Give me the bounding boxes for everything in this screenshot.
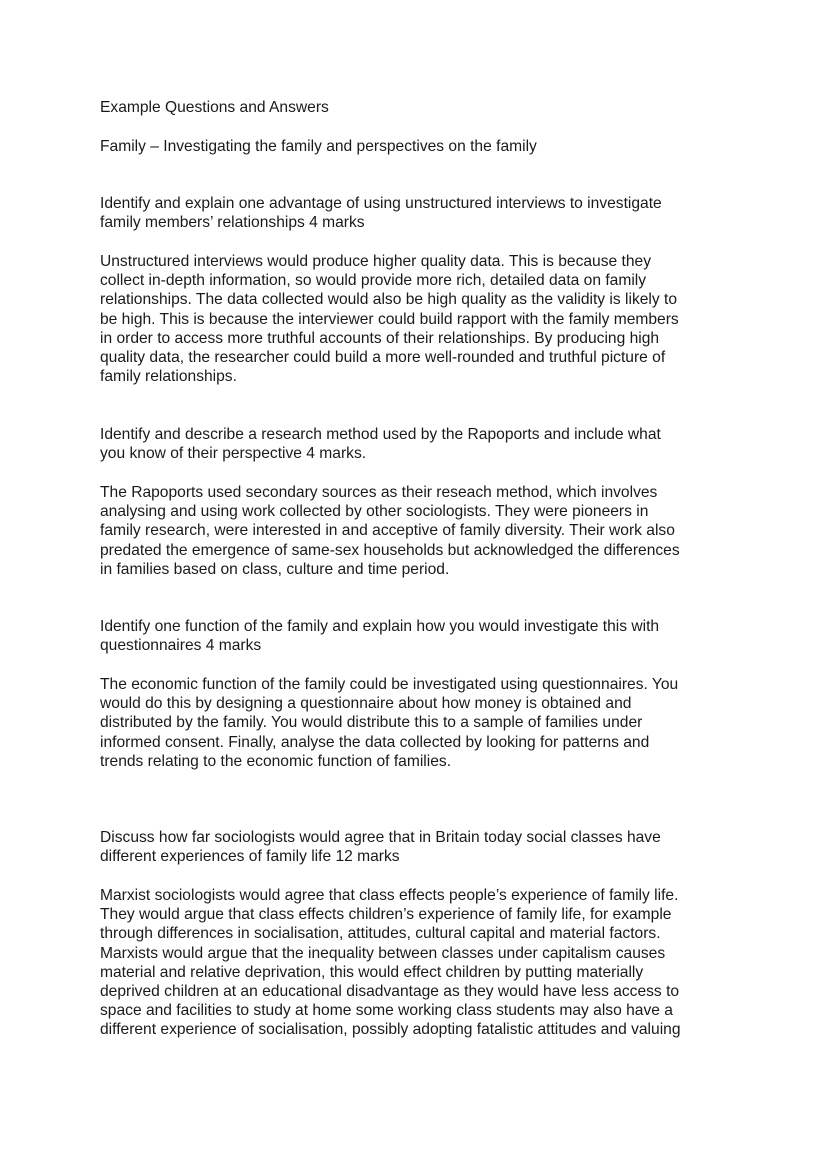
document-subtitle: Family – Investigating the family and perspectives on the family xyxy=(100,138,537,155)
question-3: Identify one function of the family and explain how you would investigate this with questionnaires 4 marks xyxy=(100,618,660,655)
question-2: Identify and describe a research method used by the Rapoports and include what you know of their perspective 4 marks. xyxy=(100,426,661,463)
answer-4: Marxist sociologists would agree that class effects people’s experience of family life. They would argue that class effects children’s experience of family life, for example through differences in socialisation, attitudes, cultural capital and material factors. Marxists would argue that the inequality between classes under capitalism causes material and relative deprivation, this would effect children by putting materially deprived children at an educational disadvantage as they would have less access to space and facilities to study at home some working class students may also have a different experience of socialisation, possibly adopting fatalistic attitudes and valuing xyxy=(100,887,681,1039)
question-4: Discuss how far sociologists would agree that in Britain today social classes have different experiences of family life 12 marks xyxy=(100,829,661,866)
question-1: Identify and explain one advantage of using unstructured interviews to investigate family members’ relationships 4 marks xyxy=(100,195,662,232)
answer-2: The Rapoports used secondary sources as their reseach method, which involves analysing and using work collected by other sociologists. They were pioneers in family research, were interested in and acceptive of family diversity. Their work also predated the emergence of same-sex households but acknowledged the differences in families based on class, culture and time period. xyxy=(100,484,680,578)
answer-1: Unstructured interviews would produce higher quality data. This is because they collect in-depth information, so would provide more rich, detailed data on family relationships. The data collected would also be high quality as the validity is likely to be high. This is because the interviewer could build rapport with the family members in order to access more truthful accounts of their relationships. By producing high quality data, the researcher could build a more well-rounded and truthful picture of family relationships. xyxy=(100,253,679,386)
answer-3: The economic function of the family could be investigated using questionnaires. You would do this by designing a questionnaire about how money is obtained and distributed by the family. You would distribute this to a sample of families under informed consent. Finally, analyse the data collected by looking for patterns and trends relating to the economic function of families. xyxy=(100,676,679,770)
document-title: Example Questions and Answers xyxy=(100,99,329,116)
